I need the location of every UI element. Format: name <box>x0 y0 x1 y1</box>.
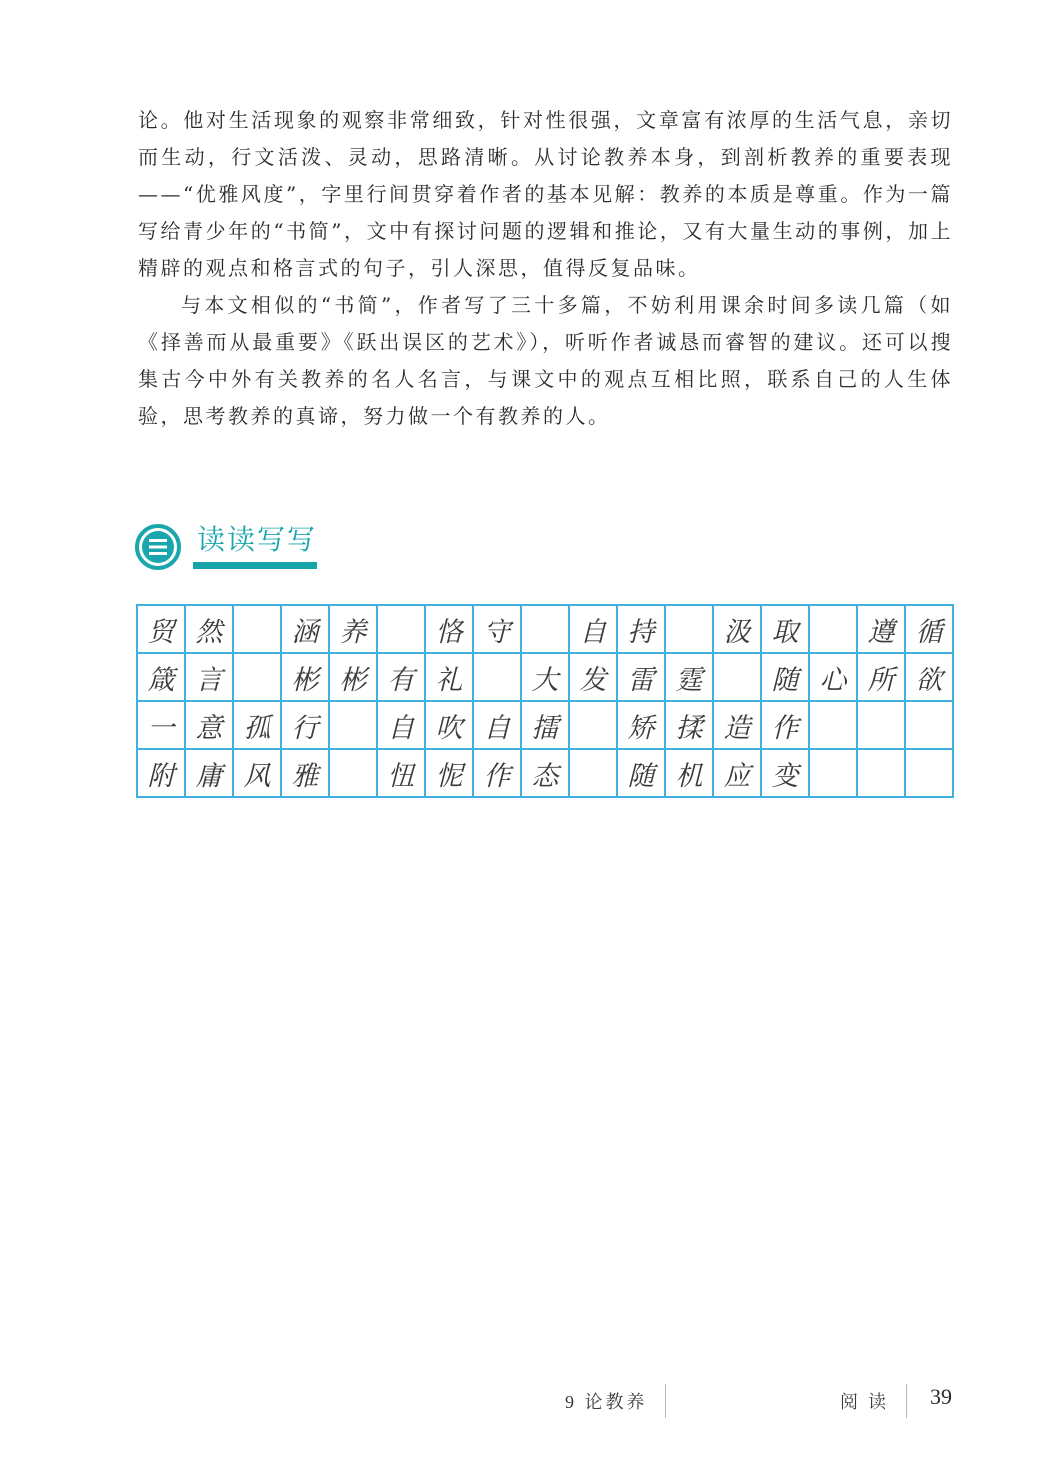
vocab-cell <box>570 750 618 798</box>
vocab-cell: 一 <box>138 702 186 750</box>
vocab-cell: 所 <box>858 654 906 702</box>
vocab-cell <box>906 702 954 750</box>
vocab-cell: 涵 <box>282 606 330 654</box>
vocab-cell: 怩 <box>426 750 474 798</box>
vocab-cell: 孤 <box>234 702 282 750</box>
vocab-cell: 作 <box>762 702 810 750</box>
vocab-cell: 造 <box>714 702 762 750</box>
paragraph-2: 与本文相似的“书简”，作者写了三十多篇，不妨利用课余时间多读几篇（如《择善而从最重要》《跃出误区的艺术》），听听作者诚恳而睿智的建议。还可以搜集古今中外有关教养的名人名言，与课文中的观点互相比照，联系自己的人生体验，思考教养的真谛，努力做一个有教养的人。 <box>138 293 953 428</box>
footer-section: 阅读 <box>840 1392 896 1412</box>
vocab-cell: 然 <box>186 606 234 654</box>
vocab-cell: 恪 <box>426 606 474 654</box>
vocab-cell: 箴 <box>138 654 186 702</box>
body-text <box>138 102 953 435</box>
vocab-cell: 附 <box>138 750 186 798</box>
vocab-cell: 行 <box>282 702 330 750</box>
footer-divider <box>665 1384 666 1418</box>
section-underline <box>193 562 317 569</box>
vocab-cell <box>378 606 426 654</box>
vocab-cell: 随 <box>762 654 810 702</box>
vocab-cell <box>810 702 858 750</box>
vocab-cell: 庸 <box>186 750 234 798</box>
vocab-cell: 态 <box>522 750 570 798</box>
vocab-cell: 贸 <box>138 606 186 654</box>
vocab-cell <box>858 750 906 798</box>
vocab-cell: 意 <box>186 702 234 750</box>
vocab-cell: 随 <box>618 750 666 798</box>
vocab-cell: 有 <box>378 654 426 702</box>
vocab-cell: 忸 <box>378 750 426 798</box>
vocab-cell: 风 <box>234 750 282 798</box>
vocab-cell <box>474 654 522 702</box>
vocab-cell: 心 <box>810 654 858 702</box>
vocab-cell: 彬 <box>282 654 330 702</box>
vocab-cell: 应 <box>714 750 762 798</box>
vocab-cell: 遵 <box>858 606 906 654</box>
vocab-cell: 养 <box>330 606 378 654</box>
vocab-cell: 礼 <box>426 654 474 702</box>
vocab-cell: 循 <box>906 606 954 654</box>
vocab-cell: 汲 <box>714 606 762 654</box>
footer-lesson: 9 论教养 <box>565 1392 648 1412</box>
vocab-cell: 变 <box>762 750 810 798</box>
vocab-cell: 彬 <box>330 654 378 702</box>
vocab-cell: 大 <box>522 654 570 702</box>
section-title: 读读写写 <box>197 523 318 556</box>
vocab-cell: 持 <box>618 606 666 654</box>
vocab-grid <box>136 604 954 798</box>
vocab-cell: 机 <box>666 750 714 798</box>
vocab-cell: 雅 <box>282 750 330 798</box>
vocab-cell <box>906 750 954 798</box>
vocab-cell: 发 <box>570 654 618 702</box>
vocab-cell <box>234 606 282 654</box>
vocab-cell: 守 <box>474 606 522 654</box>
vocab-cell: 擂 <box>522 702 570 750</box>
vocab-cell <box>330 750 378 798</box>
vocab-cell: 取 <box>762 606 810 654</box>
vocab-cell <box>858 702 906 750</box>
vocab-cell: 言 <box>186 654 234 702</box>
vocab-cell <box>330 702 378 750</box>
footer-divider <box>906 1384 907 1418</box>
vocab-cell: 霆 <box>666 654 714 702</box>
vocab-cell <box>810 750 858 798</box>
three-lines-icon <box>135 524 181 570</box>
vocab-cell: 雷 <box>618 654 666 702</box>
vocab-cell <box>570 702 618 750</box>
vocab-cell <box>810 606 858 654</box>
vocab-cell: 揉 <box>666 702 714 750</box>
paragraph-1: 论。他对生活现象的观察非常细致，针对性很强，文章富有浓厚的生活气息，亲切而生动，行文活泼、灵动，思路清晰。从讨论教养本身，到剖析教养的重要表现——“优雅风度”，字里行间贯穿着作者的基本见解：教养的本质是尊重。作为一篇写给青少年的“书简”，文中有探讨问题的逻辑和推论，又有大量生动的事例，加上精辟的观点和格言式的句子，引人深思，值得反复品味。 <box>138 108 953 280</box>
vocab-cell: 作 <box>474 750 522 798</box>
vocab-cell <box>714 654 762 702</box>
vocab-cell: 自 <box>570 606 618 654</box>
section-heading <box>135 520 325 572</box>
vocab-cell <box>522 606 570 654</box>
vocab-cell: 自 <box>474 702 522 750</box>
vocab-cell: 自 <box>378 702 426 750</box>
vocab-cell: 欲 <box>906 654 954 702</box>
vocab-cell: 吹 <box>426 702 474 750</box>
vocab-cell <box>666 606 714 654</box>
vocab-cell: 矫 <box>618 702 666 750</box>
vocab-cell <box>234 654 282 702</box>
page-number: 39 <box>930 1384 952 1409</box>
